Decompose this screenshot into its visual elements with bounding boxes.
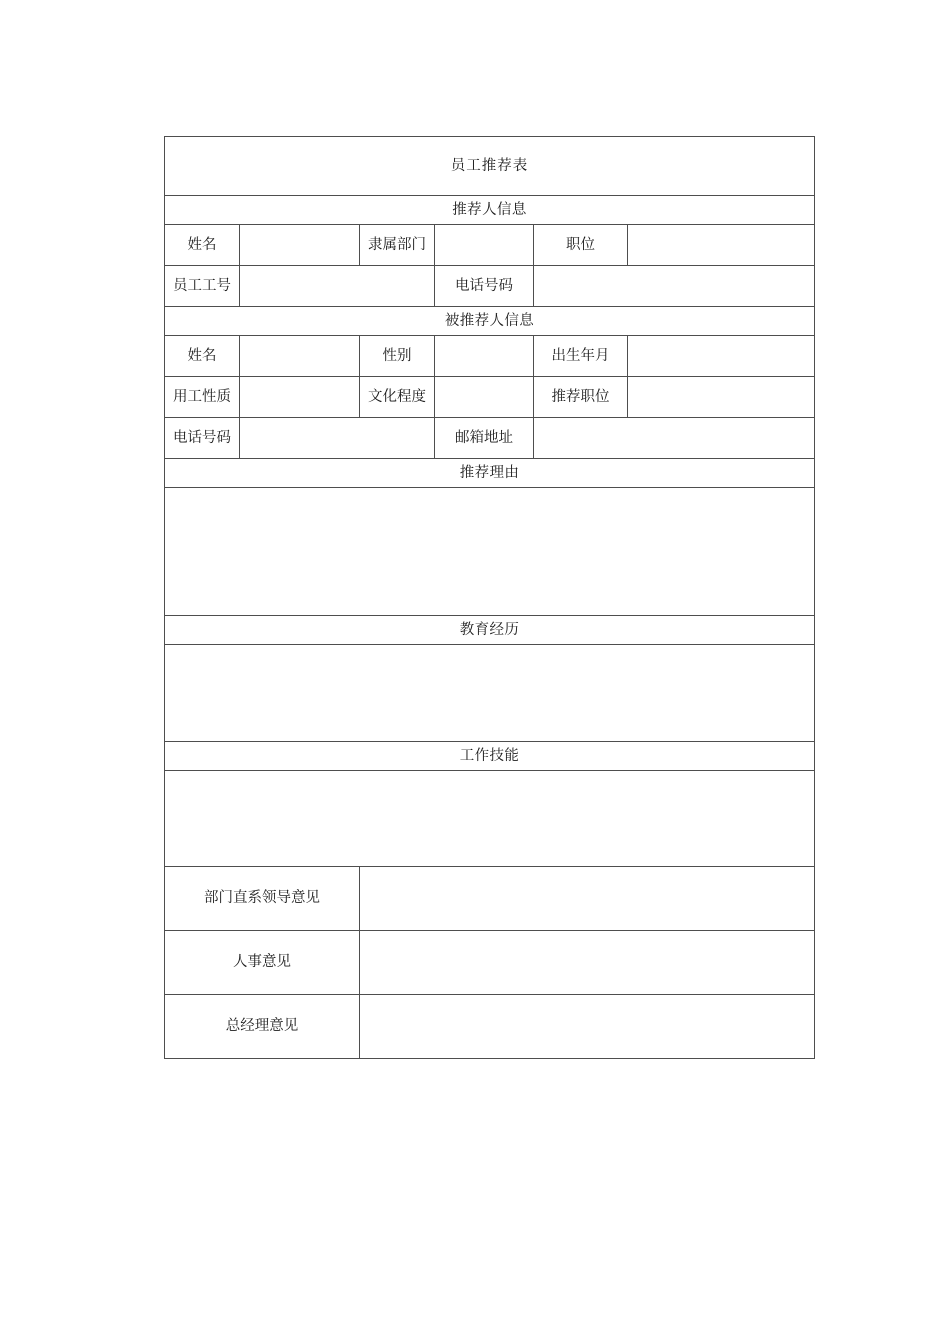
field-value-candidate-education-level[interactable] bbox=[435, 377, 534, 418]
approval-label-hr: 人事意见 bbox=[165, 931, 360, 995]
field-value-candidate-gender[interactable] bbox=[435, 336, 534, 377]
section-header-reason: 推荐理由 bbox=[165, 459, 815, 488]
section-header-referrer-row bbox=[165, 196, 815, 225]
field-value-candidate-name[interactable] bbox=[240, 336, 360, 377]
table-row bbox=[165, 377, 815, 418]
field-label-candidate-recommended-position: 推荐职位 bbox=[534, 377, 628, 418]
section-header-candidate: 被推荐人信息 bbox=[165, 307, 815, 336]
approval-value-hr[interactable] bbox=[360, 931, 815, 995]
field-value-referrer-employee-id[interactable] bbox=[240, 266, 435, 307]
field-label-referrer-name: 姓名 bbox=[165, 225, 240, 266]
section-header-reason-row bbox=[165, 459, 815, 488]
table-row bbox=[165, 931, 815, 995]
field-value-referrer-department[interactable] bbox=[435, 225, 534, 266]
textarea-education[interactable] bbox=[165, 645, 815, 742]
field-label-candidate-email: 邮箱地址 bbox=[435, 418, 534, 459]
field-label-candidate-birth-date: 出生年月 bbox=[534, 336, 628, 377]
section-header-skills-row bbox=[165, 742, 815, 771]
section-header-referrer: 推荐人信息 bbox=[165, 196, 815, 225]
field-label-referrer-employee-id: 员工工号 bbox=[165, 266, 240, 307]
section-header-education: 教育经历 bbox=[165, 616, 815, 645]
form-table bbox=[164, 136, 815, 1059]
field-label-candidate-employment-type: 用工性质 bbox=[165, 377, 240, 418]
approval-label-general-manager: 总经理意见 bbox=[165, 995, 360, 1059]
field-label-candidate-phone: 电话号码 bbox=[165, 418, 240, 459]
field-value-candidate-recommended-position[interactable] bbox=[628, 377, 815, 418]
field-label-candidate-education-level: 文化程度 bbox=[360, 377, 435, 418]
table-row bbox=[165, 336, 815, 377]
table-row bbox=[165, 995, 815, 1059]
table-row bbox=[165, 867, 815, 931]
field-label-referrer-department: 隶属部门 bbox=[360, 225, 435, 266]
field-value-referrer-name[interactable] bbox=[240, 225, 360, 266]
field-value-referrer-position[interactable] bbox=[628, 225, 815, 266]
field-value-referrer-phone[interactable] bbox=[534, 266, 815, 307]
field-label-candidate-gender: 性别 bbox=[360, 336, 435, 377]
field-value-candidate-birth-date[interactable] bbox=[628, 336, 815, 377]
field-label-candidate-name: 姓名 bbox=[165, 336, 240, 377]
approval-value-general-manager[interactable] bbox=[360, 995, 815, 1059]
section-header-education-row bbox=[165, 616, 815, 645]
employee-referral-form bbox=[164, 136, 814, 1059]
field-value-candidate-phone[interactable] bbox=[240, 418, 435, 459]
textarea-reason[interactable] bbox=[165, 488, 815, 616]
approval-value-department-leader[interactable] bbox=[360, 867, 815, 931]
field-label-referrer-phone: 电话号码 bbox=[435, 266, 534, 307]
title-row bbox=[165, 137, 815, 196]
table-row bbox=[165, 225, 815, 266]
field-label-referrer-position: 职位 bbox=[534, 225, 628, 266]
table-row bbox=[165, 771, 815, 867]
table-row bbox=[165, 645, 815, 742]
approval-label-department-leader: 部门直系领导意见 bbox=[165, 867, 360, 931]
page-title: 员工推荐表 bbox=[165, 137, 815, 196]
table-row bbox=[165, 266, 815, 307]
field-value-candidate-email[interactable] bbox=[534, 418, 815, 459]
section-header-skills: 工作技能 bbox=[165, 742, 815, 771]
textarea-skills[interactable] bbox=[165, 771, 815, 867]
table-row bbox=[165, 418, 815, 459]
section-header-candidate-row bbox=[165, 307, 815, 336]
field-value-candidate-employment-type[interactable] bbox=[240, 377, 360, 418]
table-row bbox=[165, 488, 815, 616]
